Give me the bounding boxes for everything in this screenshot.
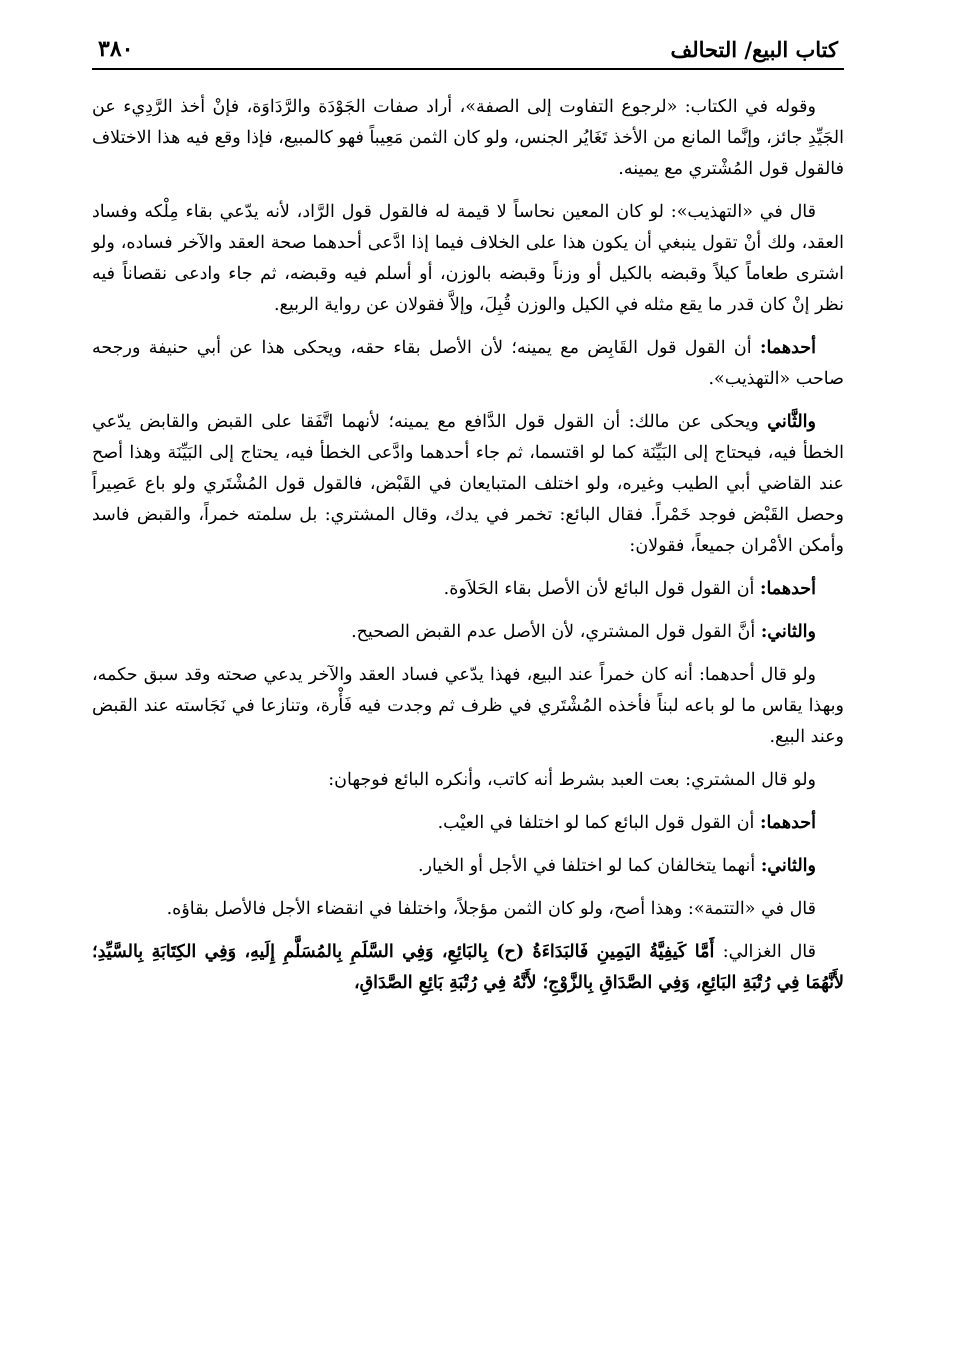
book-page: [92, 26, 844, 1011]
paragraph-lead: أحدهما:: [759, 579, 816, 599]
paragraph-text: ولو قال المشتري: بعت العبد بشرط أنه كاتب، وأنكره البائع فوجهان:: [328, 770, 816, 790]
page-header: [92, 26, 844, 62]
paragraph-text: أنَّ القول قول المشتري، لأن الأصل عدم القبض الصحيح.: [351, 622, 761, 642]
paragraph-text: وقوله في الكتاب: «لرجوع التفاوت إلى الصفة»، أراد صفات الجَوْدَة والرَّدَاوَة، فإنْ أخذ الرَّدِيء عن الجَيِّدِ جائز، وإنَّما المانع من الأخذ تَغَايُر الجنس، ولو كان الثمن مَعِيباً فهو كالمبيع، فإذا وقع فيه هذا الاختلاف فالقول قول المُشْتري مع يمينه.: [92, 97, 844, 179]
paragraph-lead: والثاني:: [760, 856, 816, 876]
paragraph-text: أن القول قول البائع كما لو اختلفا في العيْب.: [437, 813, 760, 833]
paragraph: [92, 851, 844, 882]
page-number: ٣٨٠: [98, 36, 134, 62]
page-body: [92, 92, 844, 999]
paragraph: [92, 333, 844, 395]
ghazali-quote: [92, 937, 844, 999]
paragraph-text: أنهما يتخالفان كما لو اختلفا في الأجل أو الخيار.: [417, 856, 761, 876]
paragraph-text: أن القول قول البائع لأن الأصل بقاء الحَلاَوة.: [443, 579, 760, 599]
paragraph-text: ويحكى عن مالك: أن القول قول الدَّافع مع يمينه؛ لأنهما اتَّفَقا على القبض والقابض يدّعي الخطأ فيه، فيحتاج إلى البَيِّنَة كما لو اقتسما، ثم جاء أحدهما وادَّعى الخطأ فيه، يحتاج إلى البَيِّنَة وهذا أصح عند القاضي أبي الطيب وغيره، ولو اختلف المتبايعان في القَبْض، فالقول قول المُشْتَري ولو باع عَصِيراً وحصل القَبْض فوجد خَمْراً. فقال البائع: تخمر في يدك، وقال المشتري: بل سلمته خمراً، والقبض فاسد وأمكن الأمْران جميعاً، فقولان:: [92, 412, 844, 556]
paragraph-text: أن القول قول القَابِض مع يمينه؛ لأن الأصل بقاء حقه، ويحكى هذا عن أبي حنيفة ورجحه صاحب «التهذيب».: [92, 338, 844, 389]
paragraph-lead: والثَّاني: [767, 412, 816, 432]
header-rule: [92, 68, 844, 70]
paragraph: [92, 197, 844, 321]
paragraph-text: قال في «التهذيب»: لو كان المعين نحاساً لا قيمة له فالقول قول الرَّاد، لأنه يدّعي بقاء مِلْكه وفساد العقد، ولك أنْ تقول ينبغي أن يكون هذا على الخلاف فيما إذا ادَّعى أحدهما صحة العقد والآخر فساده، ولو اشترى طعاماً كيلاً وقبضه بالكيل أو وزناً وقبضه بالوزن، أو أسلم فيه وقبضه، ثم جاء وادعى نقصاناً فيه نظر إنْ كان قدر ما يقع مثله في الكيل والوزن قُبِلَ، وإلاَّ فقولان عن رواية الربيع.: [92, 202, 844, 315]
paragraph: [92, 574, 844, 605]
paragraph-text: ولو قال أحدهما: أنه كان خمراً عند البيع، فهذا يدّعي فساد العقد والآخر يدعي صحته وقد سبق حكمه، وبهذا يقاس ما لو باعه لبناً فأخذه المُشْتَري في ظرف ثم وجدت فيه فَأْرة، وتنازعا في نَجَاسته عند القبض وعند البيع.: [92, 665, 844, 747]
paragraph-lead: أحدهما:: [759, 338, 816, 358]
paragraph: [92, 894, 844, 925]
paragraph: [92, 617, 844, 648]
ghazali-text: أَمَّا كَيفِيَّةُ اليَمِينِ فَالبَدَاءَةُ (ح) بِالبَائِعِ، وَفِي السَّلَمِ بِالمُسَلَّمِ إِلَيهِ، وَفِي الكِتَابَةِ بِالسَّيِّدِ؛ لأَنَّهُمَا فِي رُتْبَةِ البَائِعِ، وَفِي الصَّدَاقِ بِالزَّوْجِ؛ لأَنَّهُ فِي رُتْبَةِ بَائِعِ الصَّدَاقِ،: [92, 942, 844, 993]
paragraph: [92, 765, 844, 796]
paragraph: [92, 407, 844, 562]
ghazali-lead: قال الغزالي:: [722, 942, 816, 962]
paragraph-lead: أحدهما:: [759, 813, 816, 833]
running-title: كتاب البيع/ التحالف: [670, 37, 838, 62]
paragraph-lead: والثاني:: [760, 622, 816, 642]
paragraph: [92, 660, 844, 753]
paragraph: [92, 92, 844, 185]
paragraph-text: قال في «التتمة»: وهذا أصح، ولو كان الثمن مؤجلاً، واختلفا في انقضاء الأجل فالأصل بقاؤه.: [166, 899, 816, 919]
paragraph: [92, 808, 844, 839]
